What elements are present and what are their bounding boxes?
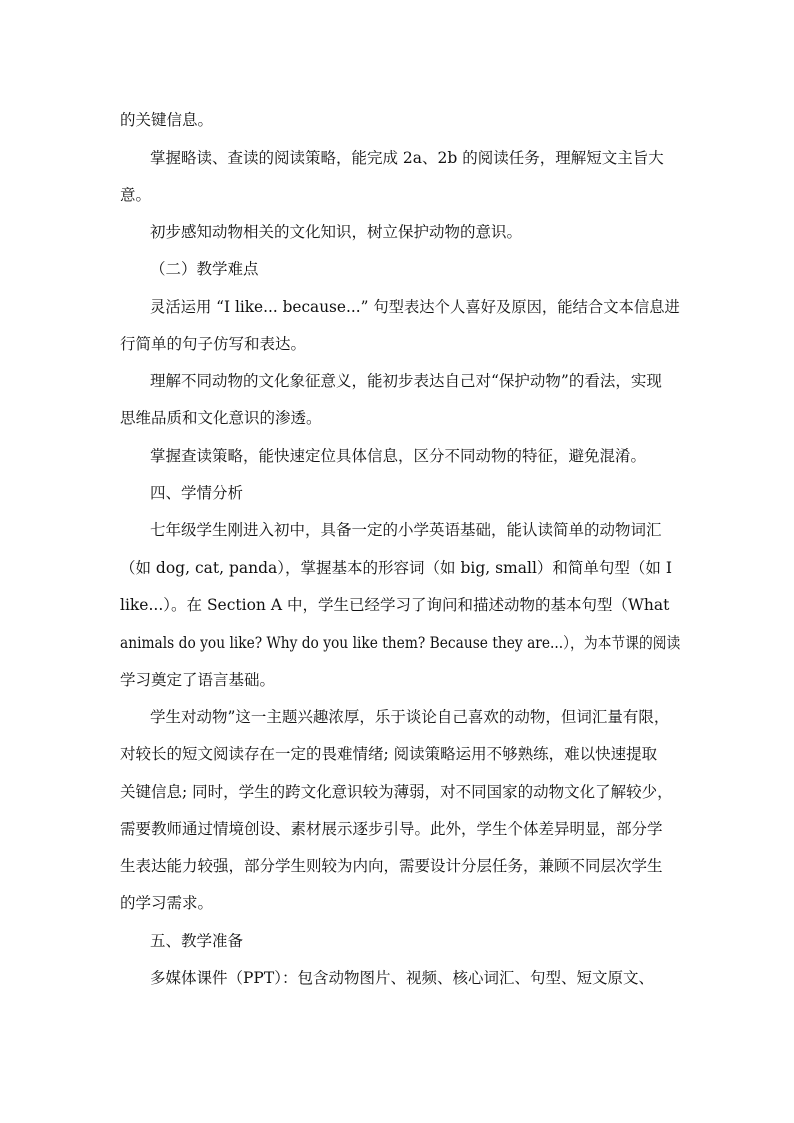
text-line: 掌握略读、查读的阅读策略，能完成 2a、2b 的阅读任务，理解短文主旨大 (150, 149, 664, 167)
text-line: 七年级学生刚进入初中，具备一定的小学英语基础，能认读简单的动物词汇 (150, 521, 662, 539)
text-line: 生表达能力较强，部分学生则较为内向，需要设计分层任务，兼顾不同层次学生 (120, 857, 663, 875)
text-line: 对较长的短文阅读存在一定的畏难情绪; 阅读策略运用不够熟练，难以快速提取 (120, 745, 658, 763)
text-line: 需要教师通过情境创设、素材展示逐步引导。此外，学生个体差异明显，部分学 (120, 820, 663, 838)
text-line: 意。 (120, 186, 152, 204)
text-line: 关键信息; 同时，学生的跨文化意识较为薄弱，对不同国家的动物文化了解较少， (120, 783, 673, 801)
text-line: 学习奠定了语言基础。 (120, 671, 276, 689)
text-line: 行简单的句子仿写和表达。 (120, 335, 307, 353)
section-heading: 四、学情分析 (150, 484, 244, 502)
text-line: 掌握查读策略，能快速定位具体信息，区分不同动物的特征，避免混淆。 (150, 447, 647, 465)
text-line: 学生对动物”这一主题兴趣浓厚，乐于谈论自己喜欢的动物，但词汇量有限， (150, 708, 670, 726)
text-line: 的学习需求。 (120, 894, 214, 912)
text-line: 的关键信息。 (120, 111, 214, 129)
text-line: 灵活运用 “I like... because...” 句型表达个人喜好及原因，能结合文本信息进 (150, 298, 680, 316)
text-line: 多媒体课件（PPT）：包含动物图片、视频、核心词汇、句型、短文原文、 (150, 969, 654, 987)
text-line: 思维品质和文化意识的渗透。 (120, 409, 322, 427)
text-line: 初步感知动物相关的文化知识，树立保护动物的意识。 (150, 223, 523, 241)
section-heading: （二）教学难点 (150, 260, 259, 278)
text-line: animals do you like? Why do you like them? Because they are...），为本节课的阅读 (120, 634, 681, 652)
text-line: （如 dog, cat, panda），掌握基本的形容词（如 big, small）和简单句型（如 I (120, 559, 672, 577)
text-line: like...）。在 Section A 中，学生已经学习了询问和描述动物的基本句型（What (120, 596, 670, 614)
section-heading: 五、教学准备 (150, 932, 244, 950)
text-line: 理解不同动物的文化象征意义，能初步表达自己对“保护动物”的看法，实现 (150, 372, 662, 390)
